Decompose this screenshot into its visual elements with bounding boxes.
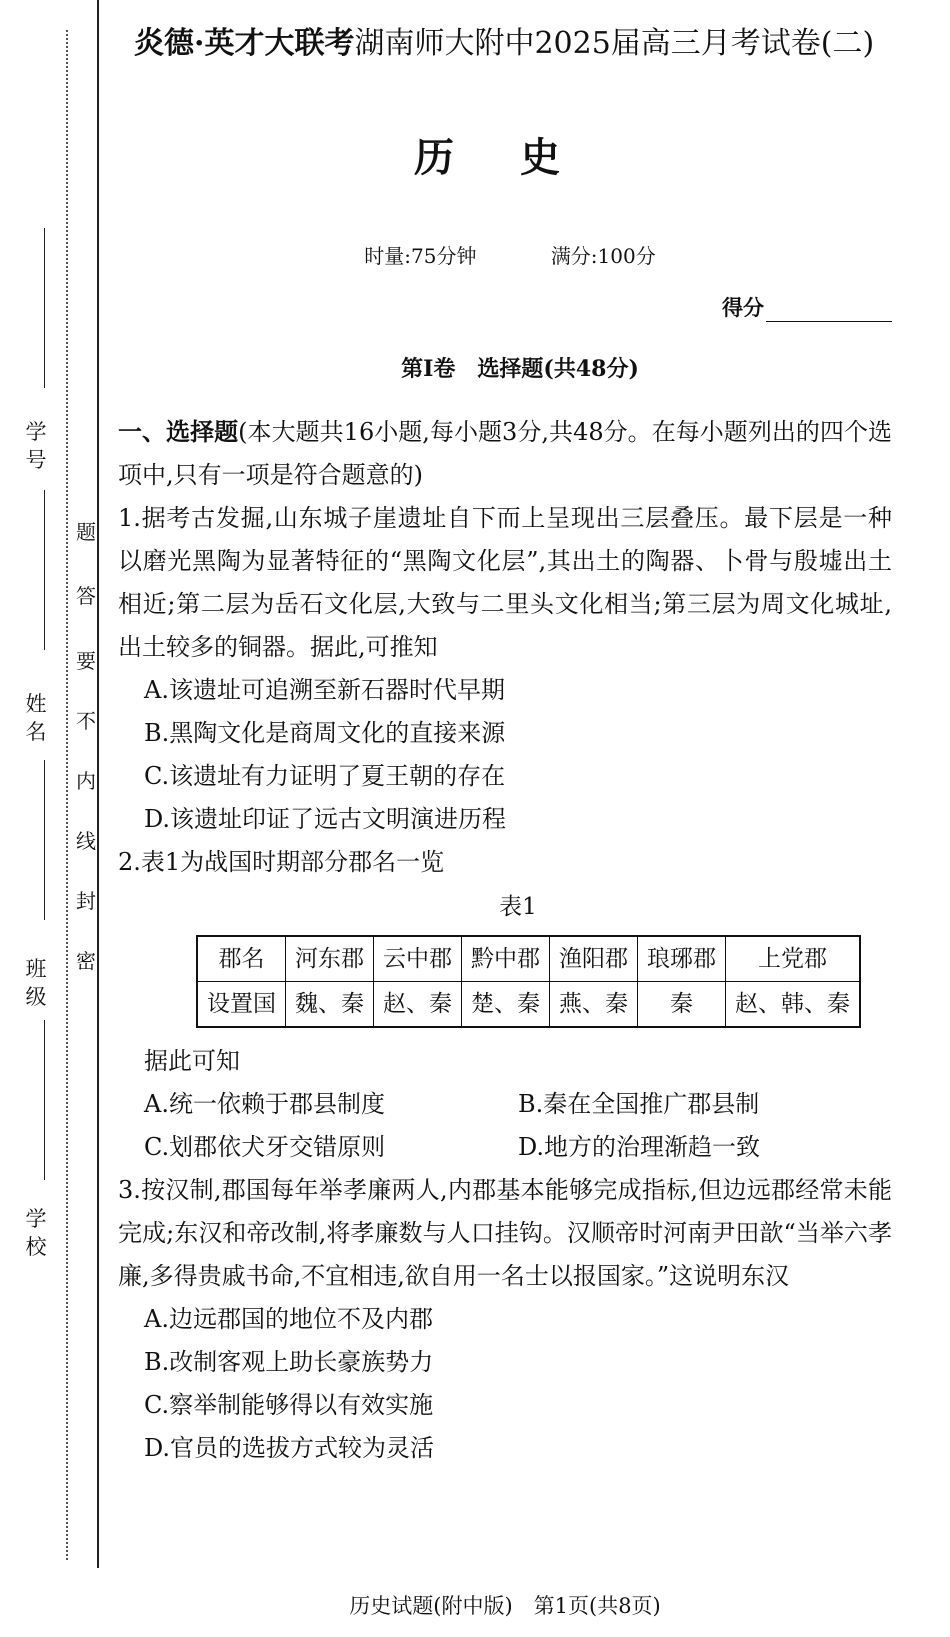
part-title: 第Ⅰ卷 选择题(共48分) bbox=[401, 356, 639, 382]
seal-char: 封 bbox=[76, 889, 96, 913]
exam-title: 湖南师大附中2025届高三月考试卷(二) bbox=[354, 26, 875, 61]
question-1-option-a[interactable]: A.该遗址可追溯至新石器时代早期 bbox=[144, 676, 505, 704]
section-heading: 一、选择题(本大题共16小题,每小题3分,共48分。在每小题列出的四个选项中,只有一项是符合题意的) bbox=[118, 417, 892, 489]
question-3-option-c[interactable]: C.察举制能够得以有效实施 bbox=[144, 1391, 434, 1419]
question-1-option-b[interactable]: B.黑陶文化是商周文化的直接来源 bbox=[144, 719, 506, 747]
table-cell: 燕、秦 bbox=[550, 982, 638, 1028]
name-blank[interactable] bbox=[44, 490, 45, 650]
question-1-option-c[interactable]: C.该遗址有力证明了夏王朝的存在 bbox=[144, 762, 506, 790]
exam-info bbox=[0, 240, 950, 269]
question-3-stem: 3.按汉制,郡国每年举孝廉两人,内郡基本能够完成指标,但边远郡经常未能完成;东汉和帝改制,将孝廉数与人口挂钩。汉顺帝时河南尹田歆“当举六孝廉,多得贵戚书命,不宜相违,欲自用一名士以报国家。”这说明东汉 bbox=[118, 1176, 892, 1290]
table-cell: 郡名 bbox=[197, 936, 286, 982]
question-2-prompt: 据此可知 bbox=[144, 1047, 240, 1075]
seal-char: 要 bbox=[76, 649, 96, 673]
commandery-table bbox=[196, 935, 861, 1028]
question-3-option-b[interactable]: B.改制客观上助长豪族势力 bbox=[144, 1348, 434, 1376]
table-cell: 上党郡 bbox=[726, 936, 861, 982]
table-cell: 河东郡 bbox=[286, 936, 374, 982]
seal-char: 题 bbox=[76, 520, 96, 544]
subject-title: 历史 bbox=[414, 134, 626, 181]
question-3-option-d[interactable]: D.官员的选拔方式较为灵活 bbox=[144, 1434, 435, 1462]
table-caption: 表1 bbox=[499, 894, 537, 920]
score-blank[interactable] bbox=[766, 301, 892, 322]
question-2-option-d[interactable]: D.地方的治理渐趋一致 bbox=[518, 1133, 761, 1161]
seal-char: 答 bbox=[76, 584, 96, 608]
page-footer: 历史试题(附中版) 第1页(共8页) bbox=[349, 1594, 661, 1618]
school-blank[interactable] bbox=[44, 1020, 45, 1180]
seal-char: 密 bbox=[76, 949, 96, 973]
seal-char: 线 bbox=[76, 829, 96, 853]
score-label: 得分 bbox=[722, 296, 764, 320]
question-1-stem: 1.据考古发掘,山东城子崖遗址自下而上呈现出三层叠压。最下层是一种以磨光黑陶为显著特征的“黑陶文化层”,其出土的陶器、卜骨与殷墟出土相近;第二层为岳石文化层,大致与二里头文化相当;第三层为周文化城址,出土较多的铜器。据此,可推知 bbox=[118, 504, 892, 661]
question-3-option-a[interactable]: A.边远郡国的地位不及内郡 bbox=[144, 1305, 433, 1333]
full-score: 满分:100分 bbox=[550, 244, 656, 268]
table-cell: 赵、秦 bbox=[374, 982, 462, 1028]
seal-char: 内 bbox=[76, 769, 96, 793]
table-cell: 云中郡 bbox=[374, 936, 462, 982]
table-cell: 秦 bbox=[638, 982, 726, 1028]
table-cell: 魏、秦 bbox=[286, 982, 374, 1028]
table-header-row bbox=[197, 936, 860, 982]
question-2-option-b[interactable]: B.秦在全国推广郡县制 bbox=[518, 1090, 760, 1118]
table-cell: 设置国 bbox=[197, 982, 286, 1028]
question-1-option-d[interactable]: D.该遗址印证了远古文明演进历程 bbox=[144, 805, 507, 833]
question-2-options-row-1 bbox=[118, 1083, 892, 1126]
question-2-stem: 2.表1为战国时期部分郡名一览 bbox=[118, 848, 445, 876]
table-cell: 琅琊郡 bbox=[638, 936, 726, 982]
table-cell: 楚、秦 bbox=[462, 982, 550, 1028]
exam-header bbox=[134, 18, 874, 62]
class-label: 班级 bbox=[25, 957, 47, 1009]
brand-name: 炎德·英才大联考 bbox=[134, 26, 355, 61]
time-limit: 时量:75分钟 bbox=[364, 244, 477, 268]
question-2-option-c[interactable]: C.划郡依犬牙交错原则 bbox=[144, 1133, 386, 1161]
table-cell: 赵、韩、秦 bbox=[726, 982, 861, 1028]
table-cell: 黔中郡 bbox=[462, 936, 550, 982]
seal-char: 不 bbox=[76, 709, 96, 733]
question-2-option-a[interactable]: A.统一依赖于郡县制度 bbox=[144, 1090, 385, 1118]
score-field bbox=[722, 292, 892, 322]
class-blank[interactable] bbox=[44, 760, 45, 920]
name-label: 姓名 bbox=[25, 692, 47, 744]
question-area bbox=[118, 410, 892, 1470]
table-row bbox=[197, 982, 860, 1028]
school-label: 学校 bbox=[25, 1207, 47, 1259]
student-id-label: 学号 bbox=[25, 420, 47, 472]
question-2-options-row-2 bbox=[118, 1126, 892, 1169]
table-cell: 渔阳郡 bbox=[550, 936, 638, 982]
